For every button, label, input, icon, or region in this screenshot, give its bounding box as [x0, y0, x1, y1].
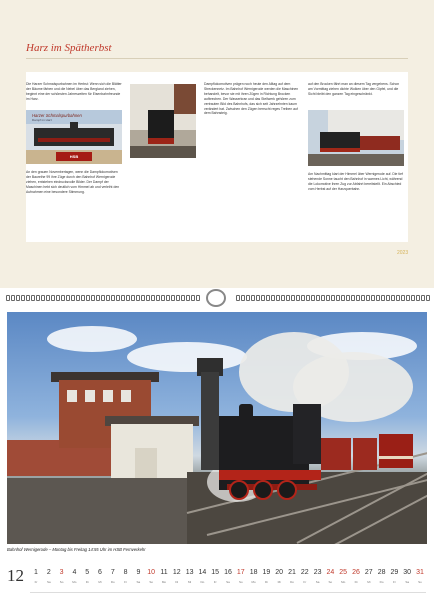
- binding-wire: [376, 295, 380, 301]
- article-heading: Harz im Spätherbst: [26, 42, 112, 54]
- main-photo: [7, 312, 427, 544]
- binding-wire: [51, 295, 55, 301]
- binding-wire: [96, 295, 100, 301]
- calendar-weekday: Do: [290, 580, 294, 584]
- binding-wire: [186, 295, 190, 301]
- calendar-day: 13: [185, 569, 194, 576]
- article-column-1-top: Die Harzer Schmalspurbahnen im Herbst: Wenn sich die Blätter der Bäume färben und die Nebel über das Bergland ziehen, beginnt eine der schönsten Jahreszeiten für Eisenbahnfreunde im Harz.: [26, 82, 122, 101]
- calendar-day: 26: [352, 569, 360, 576]
- calendar-day: 21: [288, 569, 296, 576]
- article-column-3-bottom: Am Nachmittag klart der Himmel über Wernigerode auf. Die tief stehende Sonne taucht den Bahnhof in warmes Licht, während die Lokomotive ihren Zug zur Abfahrt bereitstellt. Ein Abschied vom Herbst auf der Harzquerbahn.: [308, 172, 403, 191]
- calendar-day: 25: [339, 569, 348, 576]
- article-column-2: Dampflokomotiven prägen noch heute den Alltag auf dem Streckennetz. Im Bahnhof Wernigerode werden die Maschinen behandelt, bevor sie mit ihren Zügen in Richtung Brocken aufbrechen. Der Wasserkran und das Stellwerk gehören zum vertrauten Bild des Bahnhofs, das sich seit Jahrzehnten kaum verändert hat. Zwischen den Zügen herrscht reges Treiben auf dem Bahnsteig.: [204, 82, 299, 116]
- calendar-day: 2: [46, 569, 51, 576]
- calendar-weekday: Do: [379, 580, 384, 584]
- calendar-day: 28: [377, 569, 386, 576]
- calendar-weekday: Sa: [46, 580, 51, 584]
- heading-rule: [26, 58, 408, 59]
- binding-wire: [271, 295, 275, 301]
- binding-wire: [61, 295, 65, 301]
- passenger-coach: [321, 438, 351, 470]
- binding-wire: [141, 295, 145, 301]
- binding-wire: [6, 295, 10, 301]
- binding-wire: [291, 295, 295, 301]
- binding-wire: [391, 295, 395, 301]
- binding-wire: [336, 295, 340, 301]
- binding-wire: [196, 295, 200, 301]
- calendar-weekday: Do: [110, 580, 115, 584]
- binding-wire: [46, 295, 50, 301]
- book-title: Harzer Schmalspurbahnen: [32, 113, 82, 118]
- binding-wire: [276, 295, 280, 301]
- binding-wire: [351, 295, 355, 301]
- book-cover-photo: [26, 110, 122, 164]
- calendar-weekday: So: [418, 580, 422, 584]
- binding-wire: [31, 295, 35, 301]
- binding-wire: [246, 295, 250, 301]
- binding-wire: [361, 295, 365, 301]
- calendar-weekday: Sa: [136, 580, 141, 584]
- binding-wire: [131, 295, 135, 301]
- steam-train-photo-small: [130, 84, 196, 158]
- binding-wire: [136, 295, 140, 301]
- calendar-weekday: So: [328, 580, 333, 584]
- binding-wire: [81, 295, 85, 301]
- calendar-strip: [0, 560, 434, 600]
- binding-wire: [326, 295, 330, 301]
- binding-wire: [356, 295, 360, 301]
- water-crane: [201, 372, 219, 470]
- binding-wire: [266, 295, 270, 301]
- calendar-weekday: Sa: [405, 580, 410, 584]
- calendar-day: 29: [390, 569, 399, 576]
- binding-wire: [366, 295, 370, 301]
- page-mark: 2023: [397, 250, 409, 256]
- calendar-day: 31: [416, 569, 424, 576]
- calendar-day: 18: [249, 569, 258, 576]
- calendar-day: 17: [236, 569, 245, 576]
- binding-wire: [91, 295, 95, 301]
- binding-wire: [341, 295, 345, 301]
- calendar-day: 4: [72, 569, 77, 576]
- calendar-weekday: Fr: [303, 580, 307, 584]
- calendar-weekday: So: [149, 580, 154, 584]
- binding-wire: [416, 295, 420, 301]
- binding-wire: [311, 295, 315, 301]
- binding-wire: [411, 295, 415, 301]
- calendar-day: 30: [403, 569, 412, 576]
- binding-wire: [241, 295, 245, 301]
- calendar-weekday: Do: [200, 580, 205, 584]
- calendar-day: 24: [326, 569, 335, 576]
- calendar-weekday: Mo: [251, 580, 256, 584]
- calendar-weekday: Mi: [98, 580, 102, 584]
- binding-wire: [346, 295, 350, 301]
- binding-wire: [301, 295, 305, 301]
- calendar-weekday: Di: [85, 580, 89, 584]
- calendar-day: 20: [275, 569, 284, 576]
- calendar-day: 3: [59, 569, 64, 576]
- calendar-weekday: Di: [175, 580, 179, 584]
- calendar-day: 14: [198, 569, 207, 576]
- binding-wire: [126, 295, 130, 301]
- steam-train-photo-right: [308, 110, 404, 166]
- book-badge: HSB: [56, 152, 92, 161]
- calendar-day: 7: [110, 569, 115, 576]
- binding-wire: [86, 295, 90, 301]
- binding-wire: [71, 295, 75, 301]
- binding-wire: [36, 295, 40, 301]
- binding-wire: [76, 295, 80, 301]
- calendar-day: 16: [224, 569, 232, 576]
- binding-wire: [286, 295, 290, 301]
- binding-wire: [396, 295, 400, 301]
- photo-caption: Bahnhof Wernigerode – Montag bis Freitag 14:55 Uhr im HSB Fernverkehr: [7, 547, 146, 552]
- calendar-weekday: Fr: [124, 580, 128, 584]
- article-column-3-top: auf den Brocken fährt man an diesem Tag vergebens. Schon am Vormittag ziehen dichte Wolken über den Gipfel, und die Sicht bleibt den ganzen Tag eingeschränkt.: [308, 82, 400, 96]
- calendar-day: 9: [136, 569, 141, 576]
- article-block: [26, 72, 408, 242]
- calendar-day: 12: [172, 569, 181, 576]
- binding-wire: [331, 295, 335, 301]
- binding-wire: [146, 295, 150, 301]
- binding-wire: [426, 295, 430, 301]
- calendar-day: 22: [300, 569, 309, 576]
- binding-wire: [321, 295, 325, 301]
- calendar-weekday: Mi: [367, 580, 371, 584]
- calendar-weekday: Mo: [72, 580, 77, 584]
- calendar-weekday: Fr: [213, 580, 217, 584]
- binding-wire: [261, 295, 265, 301]
- binding-wire: [381, 295, 385, 301]
- binding-wire: [256, 295, 260, 301]
- calendar-day: 19: [262, 569, 271, 576]
- binding-wire: [106, 295, 110, 301]
- binding-wire: [116, 295, 120, 301]
- binding-wire: [156, 295, 160, 301]
- binding-wire: [406, 295, 410, 301]
- book-train-graphic: [34, 128, 114, 146]
- binding-wire: [251, 295, 255, 301]
- calendar-weekday: So: [59, 580, 64, 584]
- binding-wire: [11, 295, 15, 301]
- diesel-locomotive: [379, 434, 413, 468]
- binding-wire: [101, 295, 105, 301]
- month-number: 12: [7, 566, 24, 585]
- calendar-day: 10: [147, 569, 156, 576]
- binding-wire: [16, 295, 20, 301]
- binding-wire: [191, 295, 195, 301]
- calendar-weekday: Mi: [277, 580, 281, 584]
- binding-wire: [181, 295, 185, 301]
- wheel-icon: [229, 480, 249, 500]
- binding-wire: [296, 295, 300, 301]
- binding-wire: [236, 295, 240, 301]
- binding-wire: [306, 295, 310, 301]
- binding-wire: [176, 295, 180, 301]
- calendar-day: 6: [98, 569, 102, 576]
- top-page: [0, 0, 434, 288]
- calendar-weekday: Fr: [392, 580, 396, 584]
- calendar-weekday: Di: [264, 580, 268, 584]
- calendar-day: 1: [34, 569, 38, 576]
- binding-wire: [26, 295, 30, 301]
- binding-wire: [41, 295, 45, 301]
- binding-wire: [171, 295, 175, 301]
- binding-wire: [166, 295, 170, 301]
- calendar-weekday: Sa: [315, 580, 320, 584]
- article-column-1-bottom: An den grauen Novembertagen, wenn die Dampflokomotiven der Baureihe 99 ihre Züge durch den Bahnhof Wernigerode ziehen, entstehen eindrucksvolle Bilder. Der Dampf der Maschinen hebt sich deutlich vom Himmel ab und verleiht den Aufnahmen eine besondere Stimmung.: [26, 170, 120, 194]
- binding-wire: [66, 295, 70, 301]
- calendar-weekday: Mo: [341, 580, 346, 584]
- calendar-weekday: Sa: [226, 580, 230, 584]
- binding-wire: [316, 295, 320, 301]
- binding-wire: [56, 295, 60, 301]
- calendar-day: 15: [211, 569, 220, 576]
- binding-wire: [21, 295, 25, 301]
- binding-wire: [371, 295, 375, 301]
- calendar-weekday: Mo: [161, 580, 167, 584]
- calendar-weekday: Di: [354, 580, 358, 584]
- binding-wire: [386, 295, 390, 301]
- calendar-day: 23: [313, 569, 322, 576]
- calendar-weekday: Fr: [34, 580, 38, 584]
- hanger-ring[interactable]: [206, 289, 226, 307]
- binding-wire: [281, 295, 285, 301]
- binding-wire: [121, 295, 125, 301]
- binding-wire: [421, 295, 425, 301]
- calendar-day: 27: [364, 569, 373, 576]
- calendar-day: 5: [85, 569, 90, 576]
- binding-wire: [401, 295, 405, 301]
- calendar-weekday: So: [238, 580, 243, 584]
- binding-wire: [161, 295, 165, 301]
- calendar-day: 8: [123, 569, 128, 576]
- binding-wire: [151, 295, 155, 301]
- calendar-weekday: Mi: [188, 580, 192, 584]
- binding-wire: [111, 295, 115, 301]
- calendar-day: 11: [160, 569, 168, 576]
- book-subtitle: Dampf im Harz: [32, 118, 53, 122]
